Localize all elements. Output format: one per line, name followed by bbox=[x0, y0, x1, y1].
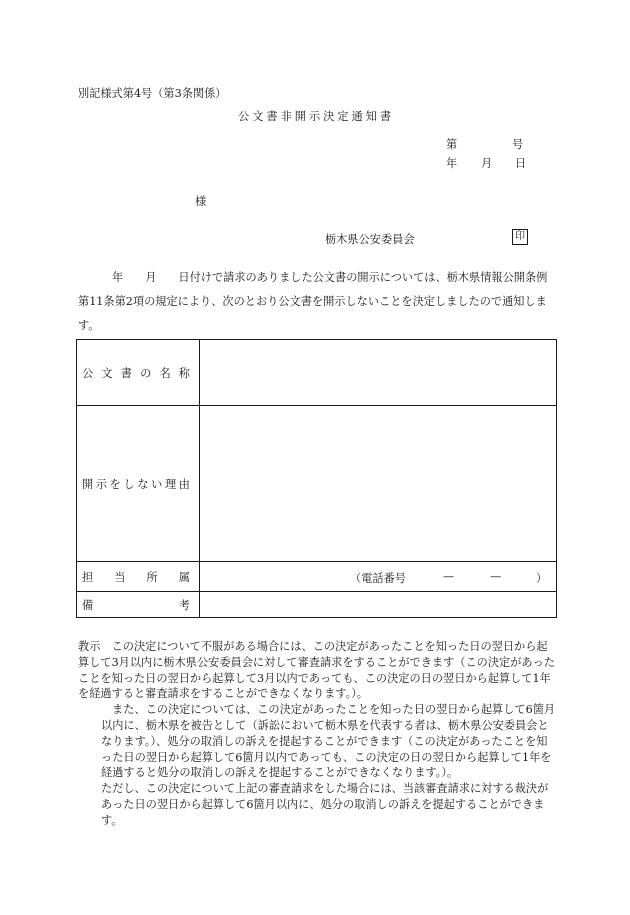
seal-mark: 印 bbox=[512, 229, 528, 245]
label-char: 理 bbox=[164, 477, 177, 491]
label-char: の bbox=[140, 366, 152, 380]
instruction-paragraph-3: ただし、この決定について上記の審査請求をした場合には、当該審査請求に対する裁決があった日の翌日から起算して6箇月以内に、処分の取消しの訴えを提起することができます。 bbox=[101, 782, 549, 827]
department-label bbox=[77, 562, 200, 592]
reason-text bbox=[82, 476, 190, 492]
department-text bbox=[82, 569, 190, 585]
table-row bbox=[77, 340, 557, 406]
phone-open-label: （電話番号 bbox=[350, 572, 406, 585]
notice-body bbox=[78, 266, 556, 338]
label-char: 公 bbox=[82, 366, 94, 380]
label-char: 担 bbox=[82, 570, 94, 584]
label-char: 由 bbox=[178, 477, 190, 491]
reason-label bbox=[77, 406, 200, 562]
addressee-honorific: 様 bbox=[195, 195, 207, 208]
phone-close-label: ） bbox=[536, 572, 548, 585]
instruction-paragraph-1 bbox=[78, 639, 558, 702]
label-char: 備 bbox=[82, 598, 94, 612]
table-row bbox=[77, 592, 557, 618]
label-char: 示 bbox=[95, 477, 108, 491]
label-char: 名 bbox=[159, 366, 171, 380]
issuer-name: 栃木県公安委員会 bbox=[325, 233, 415, 246]
document-title: 公文書非開示決定通知書 bbox=[238, 110, 395, 123]
label-char: を bbox=[109, 477, 121, 491]
label-char: し bbox=[123, 477, 135, 491]
remarks-value bbox=[200, 592, 557, 618]
label-char: 文 bbox=[101, 366, 113, 380]
remarks-text bbox=[82, 597, 190, 613]
label-char: 称 bbox=[178, 366, 190, 380]
instruction-paragraph-2: また、この決定については、この決定があったことを知った日の翌日から起算して6箇月以内に、栃木県を被告として（訴訟において栃木県を代表する者は、栃木県公安委員会となります。）、処分の取消しの訴えを提起することができます（この決定があったことを知った日の翌日から起算して6箇月以内であっても、この決定の日の翌日から起算して1年を経過すると処分の取消しの訴えを提起することができなくなります。）。 bbox=[101, 703, 556, 780]
reason-value bbox=[200, 406, 557, 562]
date-month-label: 月 bbox=[481, 157, 493, 170]
phone-dash-2: — bbox=[490, 570, 502, 583]
label-char: な bbox=[137, 477, 149, 491]
phone-number-field bbox=[200, 562, 556, 591]
document-number-suffix: 号 bbox=[512, 138, 524, 151]
form-number-label: 別記様式第4号（第3条関係） bbox=[78, 87, 227, 100]
label-char: 属 bbox=[178, 570, 190, 584]
decision-info-table bbox=[76, 339, 557, 618]
date-day-label: 日 bbox=[515, 157, 527, 170]
date-year-label: 年 bbox=[446, 157, 458, 170]
body-text: 日付けで請求のありました公文書の開示については、栃木県情報公開条例第11条第2項の規定により、次のとおり公文書を開示しないことを決定しましたので通知します。 bbox=[78, 271, 548, 332]
body-month-label: 月 bbox=[145, 271, 157, 284]
label-char: 書 bbox=[120, 366, 132, 380]
label-char: 開 bbox=[82, 477, 94, 491]
label-char: い bbox=[151, 477, 163, 491]
document-name-text bbox=[82, 365, 190, 381]
department-value bbox=[200, 562, 557, 592]
instruction-label: 教示 bbox=[78, 640, 101, 653]
document-number-prefix: 第 bbox=[446, 138, 458, 151]
label-char: 考 bbox=[178, 598, 190, 612]
document-name-value bbox=[200, 340, 557, 406]
remarks-label bbox=[77, 592, 200, 618]
appeal-instructions bbox=[78, 639, 558, 829]
label-char: 当 bbox=[114, 570, 126, 584]
table-row bbox=[77, 406, 557, 562]
body-year-label: 年 bbox=[112, 271, 124, 284]
phone-dash-1: — bbox=[443, 570, 455, 583]
table-row bbox=[77, 562, 557, 592]
document-name-label bbox=[77, 340, 200, 406]
label-char: 所 bbox=[146, 570, 158, 584]
instruction-text-1: この決定について不服がある場合には、この決定があったことを知った日の翌日から起算して3月以内に栃木県公安委員会に対して審査請求をすることができます（この決定があったことを知った日の翌日から起算して3月以内であっても、この決定の日の翌日から起算して1年を経過すると審査請求をすることができなくなります。）。 bbox=[78, 640, 555, 701]
